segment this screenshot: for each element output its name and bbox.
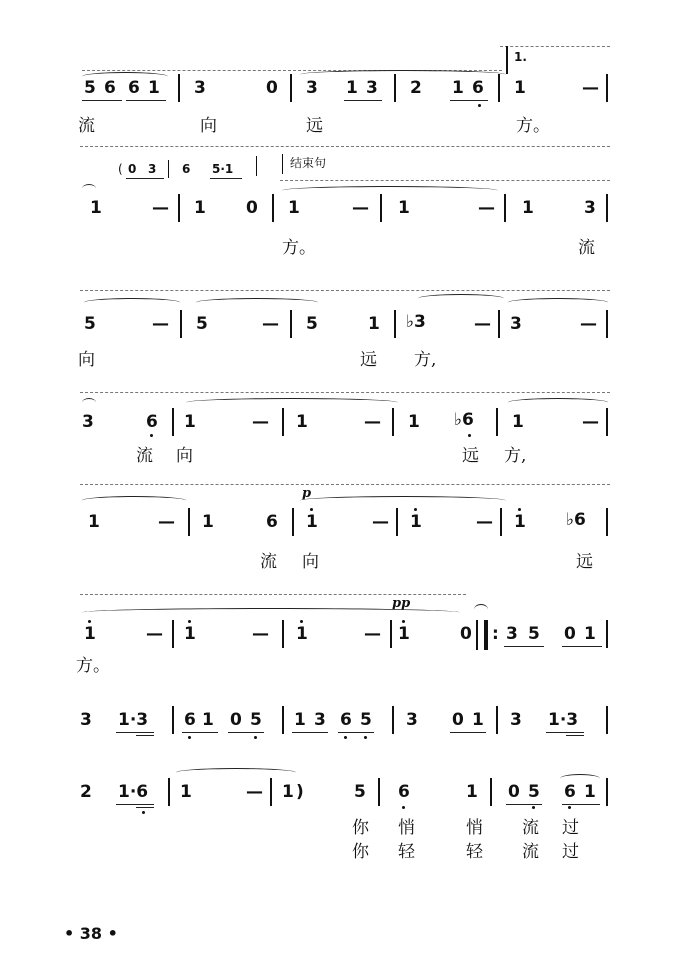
- low-dot: [364, 736, 367, 739]
- tie: [82, 496, 186, 505]
- cue-note: 3: [148, 162, 157, 176]
- volta-bracket: [500, 46, 610, 47]
- barline: [606, 408, 608, 436]
- tie: [82, 608, 460, 617]
- note: 1: [184, 412, 196, 432]
- low-dot: [478, 104, 481, 107]
- note: 5: [528, 624, 540, 644]
- lyric: 轻: [466, 842, 483, 862]
- note: 1: [346, 78, 358, 98]
- high-dot: [402, 620, 405, 623]
- close-paren: ): [296, 782, 304, 802]
- barline: [390, 620, 392, 648]
- high-dot: [414, 508, 417, 511]
- note: 1: [584, 782, 596, 802]
- low-dot: [254, 736, 257, 739]
- note: 1: [202, 512, 214, 532]
- barline: [606, 706, 608, 734]
- barline: [292, 508, 294, 536]
- dash: —: [582, 412, 599, 432]
- note: 1·6: [118, 782, 149, 802]
- dash: —: [474, 314, 491, 334]
- lyric: 远: [462, 446, 479, 466]
- barline: [500, 508, 502, 536]
- tie: [282, 186, 498, 195]
- underline: [338, 732, 374, 733]
- note: 6: [146, 412, 158, 432]
- note: 1: [294, 710, 306, 730]
- note: 1·3: [118, 710, 149, 730]
- note: 5: [196, 314, 208, 334]
- underline: [506, 804, 542, 805]
- dash: —: [372, 512, 389, 532]
- barline: [496, 706, 498, 734]
- note: 1: [148, 78, 160, 98]
- note: 1: [90, 198, 102, 218]
- barline: [290, 310, 292, 338]
- dash: —: [152, 314, 169, 334]
- note: 3: [366, 78, 378, 98]
- high-dot: [88, 620, 91, 623]
- volta-start-line: [506, 46, 508, 74]
- barline: [606, 508, 608, 536]
- dash: —: [158, 512, 175, 532]
- high-dot: [300, 620, 303, 623]
- barline: [168, 778, 170, 806]
- barline: [256, 156, 257, 176]
- underline: [116, 732, 154, 733]
- barline: [392, 408, 394, 436]
- barline: [498, 310, 500, 338]
- dash: —: [582, 78, 599, 98]
- lyric: 方,: [504, 446, 527, 466]
- note: 3: [510, 314, 522, 334]
- note: 1: [282, 782, 294, 802]
- barline: [392, 706, 394, 734]
- note: 0: [452, 710, 464, 730]
- barline: [282, 620, 284, 648]
- lyric: 向: [78, 350, 95, 370]
- staff-guide: [80, 594, 466, 595]
- note: 1: [512, 412, 524, 432]
- tie: [84, 298, 180, 307]
- note: 3: [82, 412, 94, 432]
- fermata-icon: [474, 604, 488, 615]
- underline: [126, 178, 164, 179]
- note: 3: [314, 710, 326, 730]
- underline: [82, 100, 122, 101]
- high-dot: [518, 508, 521, 511]
- cue-note: 6: [182, 162, 191, 176]
- underline: [126, 100, 166, 101]
- barline: [378, 778, 380, 806]
- note: 1: [368, 314, 380, 334]
- note: 5: [354, 782, 366, 802]
- note: 0: [460, 624, 472, 644]
- note-flat: ♭6: [566, 510, 586, 530]
- note: 5: [528, 782, 540, 802]
- low-dot: [532, 806, 535, 809]
- note: 6: [564, 782, 576, 802]
- note: 1: [398, 624, 410, 644]
- dynamic-mark: pp: [392, 596, 411, 611]
- barline: [504, 194, 506, 222]
- note: 1: [408, 412, 420, 432]
- tie: [196, 298, 318, 307]
- note: 3: [510, 710, 522, 730]
- barline: [396, 508, 398, 536]
- note: 6: [340, 710, 352, 730]
- note: 0: [266, 78, 278, 98]
- note: 1: [184, 624, 196, 644]
- underline: [504, 646, 544, 647]
- note: 5: [306, 314, 318, 334]
- barline: [282, 408, 284, 436]
- lyric: 方。: [76, 656, 110, 676]
- tie: [176, 768, 296, 777]
- note: 1: [466, 782, 478, 802]
- note: 5: [84, 314, 96, 334]
- tie: [82, 398, 96, 407]
- barline: [498, 74, 500, 102]
- tie: [300, 496, 506, 505]
- lyric: 流: [260, 552, 277, 572]
- low-dot: [568, 806, 571, 809]
- note: 1: [84, 624, 96, 644]
- low-dot: [468, 434, 471, 437]
- note: 1: [202, 710, 214, 730]
- low-dot: [150, 434, 153, 437]
- lyric: 远: [576, 552, 593, 572]
- lyric: 流: [136, 446, 153, 466]
- barline: [272, 194, 274, 222]
- note-flat: ♭6: [454, 410, 474, 430]
- lyric: 流: [78, 116, 95, 136]
- note: 1: [522, 198, 534, 218]
- note: 3: [194, 78, 206, 98]
- note-flat: ♭3: [406, 312, 426, 332]
- dash: —: [364, 412, 381, 432]
- underline: [562, 646, 602, 647]
- note: 5: [360, 710, 372, 730]
- coda-marker: [282, 154, 283, 174]
- low-dot: [402, 806, 405, 809]
- dash: —: [252, 624, 269, 644]
- lyric: 向: [176, 446, 193, 466]
- dash: —: [152, 198, 169, 218]
- note: 6: [266, 512, 278, 532]
- lyric: 悄: [466, 818, 483, 838]
- lyric: 方。: [516, 116, 550, 136]
- lyric: 远: [306, 116, 323, 136]
- staff-guide: [80, 392, 610, 393]
- note: 1·3: [548, 710, 579, 730]
- dash: —: [352, 198, 369, 218]
- tie: [82, 184, 96, 193]
- note: 1: [472, 710, 484, 730]
- barline: [606, 310, 608, 338]
- note: 1: [180, 782, 192, 802]
- volta-label: 1.: [514, 50, 527, 64]
- barline: [394, 310, 396, 338]
- note: 3: [506, 624, 518, 644]
- repeat-dots: :: [492, 624, 499, 644]
- barline: [490, 778, 492, 806]
- dash: —: [478, 198, 495, 218]
- underline: [182, 732, 218, 733]
- barline: [394, 74, 396, 102]
- double-underline: [136, 807, 154, 808]
- high-dot: [310, 508, 313, 511]
- underline: [450, 732, 486, 733]
- lyric: 流: [522, 842, 539, 862]
- barline: [496, 408, 498, 436]
- low-dot: [344, 736, 347, 739]
- lyric: 方,: [414, 350, 437, 370]
- barline: [606, 778, 608, 806]
- note: 1: [410, 512, 422, 532]
- barline: [188, 508, 190, 536]
- dash: —: [252, 412, 269, 432]
- lyric: 你: [352, 842, 369, 862]
- barline: [178, 74, 180, 102]
- cue-note: (: [118, 162, 123, 176]
- note: 5: [84, 78, 96, 98]
- note: 3: [306, 78, 318, 98]
- barline: [606, 194, 608, 222]
- note: 3: [80, 710, 92, 730]
- barline: [282, 706, 284, 734]
- tie: [186, 398, 398, 407]
- low-dot: [188, 736, 191, 739]
- note: 0: [564, 624, 576, 644]
- note: 5: [250, 710, 262, 730]
- underline: [228, 732, 264, 733]
- high-dot: [188, 620, 191, 623]
- note: 1: [296, 624, 308, 644]
- lyric: 悄: [398, 818, 415, 838]
- note: 6: [128, 78, 140, 98]
- note: 6: [184, 710, 196, 730]
- barline: [180, 310, 182, 338]
- double-underline: [136, 735, 154, 736]
- note: 2: [80, 782, 92, 802]
- barline: [606, 74, 608, 102]
- tie: [418, 294, 504, 303]
- note: 3: [406, 710, 418, 730]
- staff-guide: [80, 146, 610, 147]
- note: 1: [398, 198, 410, 218]
- lyric: 你: [352, 818, 369, 838]
- note: 1: [296, 412, 308, 432]
- lyric: 轻: [398, 842, 415, 862]
- barline: [270, 778, 272, 806]
- staff-guide: [80, 484, 610, 485]
- underline: [546, 732, 584, 733]
- double-underline: [566, 735, 584, 736]
- underline: [562, 804, 600, 805]
- tie: [508, 398, 608, 407]
- cue-note: 5·1: [212, 162, 234, 176]
- barline: [606, 620, 608, 648]
- note: 1: [88, 512, 100, 532]
- staff-guide: [280, 180, 610, 181]
- note: 0: [230, 710, 242, 730]
- dash: —: [146, 624, 163, 644]
- underline: [450, 100, 488, 101]
- note: 1: [514, 78, 526, 98]
- note: 0: [508, 782, 520, 802]
- barline: [380, 194, 382, 222]
- note: 6: [472, 78, 484, 98]
- lyric: 过: [562, 818, 579, 838]
- lyric: 流: [522, 818, 539, 838]
- note: 6: [398, 782, 410, 802]
- note: 0: [246, 198, 258, 218]
- low-dot: [142, 811, 145, 814]
- staff-guide: [80, 290, 610, 291]
- underline: [344, 100, 382, 101]
- cue-note: 0: [128, 162, 137, 176]
- dash: —: [262, 314, 279, 334]
- page-number: • 38 •: [64, 924, 118, 943]
- note: 2: [410, 78, 422, 98]
- dynamic-mark: p: [302, 486, 312, 501]
- barline: [172, 706, 174, 734]
- note: 1: [584, 624, 596, 644]
- note: 1: [306, 512, 318, 532]
- lyric: 过: [562, 842, 579, 862]
- note: 1: [194, 198, 206, 218]
- note: 1: [288, 198, 300, 218]
- barline: [172, 408, 174, 436]
- tie: [508, 298, 608, 307]
- barline: [172, 620, 174, 648]
- dash: —: [364, 624, 381, 644]
- dash: —: [476, 512, 493, 532]
- lyric: 向: [302, 552, 319, 572]
- note: 6: [104, 78, 116, 98]
- note: 1: [452, 78, 464, 98]
- underline: [210, 178, 242, 179]
- underline: [116, 804, 154, 805]
- lyric: 向: [200, 116, 217, 136]
- note: 1: [514, 512, 526, 532]
- dash: —: [580, 314, 597, 334]
- lyric: 远: [360, 350, 377, 370]
- dash: —: [246, 782, 263, 802]
- underline: [292, 732, 328, 733]
- repeat-barline: [476, 620, 488, 650]
- barline: [178, 194, 180, 222]
- lyric: 方。: [282, 238, 316, 258]
- barline: [290, 74, 292, 102]
- note: 3: [584, 198, 596, 218]
- barline: [168, 160, 169, 178]
- lyric: 流: [578, 238, 595, 258]
- coda-label: 结束句: [290, 156, 327, 170]
